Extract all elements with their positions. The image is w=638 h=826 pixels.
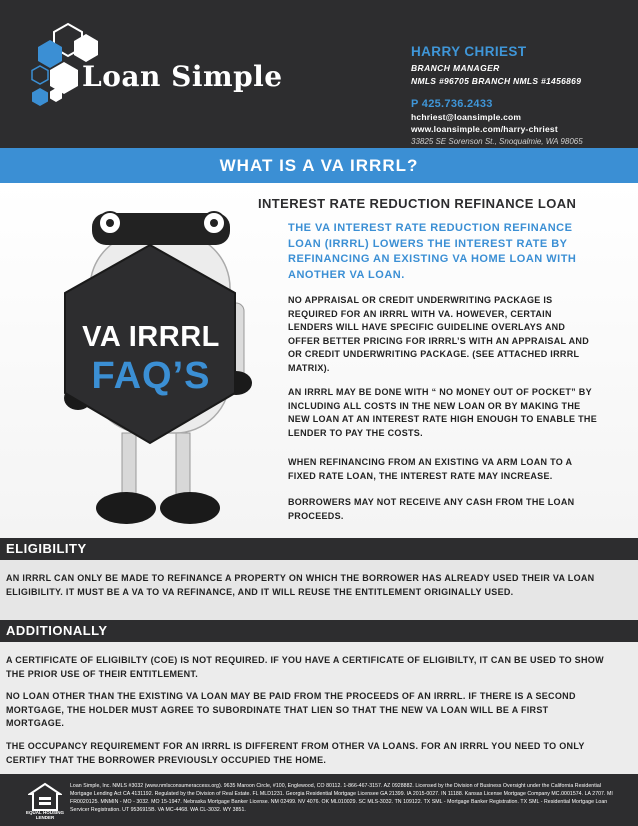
agent-name: HARRY CHRIEST: [411, 44, 527, 59]
additionally-header: [0, 620, 638, 642]
faq-section: [0, 183, 638, 538]
logo-text: Loan Simple: [82, 60, 283, 93]
faq-paragraph: AN IRRRL MAY BE DONE WITH “ NO MONEY OUT OF POCKET” BY INCLUDING ALL COSTS IN THE NEW LOAN OR BY MAKING THE NEW LOAN AT AN INTEREST RATE HIGH ENOUGH TO ENABLE THE LENDER TO PAY THE COSTS.: [288, 387, 598, 438]
agent-address: 33825 SE Sorenson St., Snoqualmie, WA 98065: [411, 137, 583, 146]
equal-housing-label: EQUAL HOUSING LENDER: [26, 810, 64, 820]
additionally-body: [0, 642, 638, 774]
eligibility-body: [0, 560, 638, 620]
contact-block: [411, 44, 631, 146]
legal-disclaimer: Loan Simple, Inc. NMLS #3032 (www.nmlsconsumeraccess.org). 9635 Maroon Circle, #100, Englewood, CO 80112. 1-866-467-3157. AZ 0928882. Licensed by the Division of Business Oversight under the California Residential Mortgage Lending Act CA 4131192. Regulated by the Division of Real Estate. FL MLD1231. Georgia Residential Mortgage Licensee GA 21399. IA 2015-0027. IN 11188. Kansas License Mortgage Company MC.0001574. LA 2707. MI FR0020125. MNMIN - MO - 3032. MO 15-1947. Nebraska Mortgage Banker License. NM 02499. NV 4076. OK ML010029. SC MLS-3032. TN 109122. TX SML - Mortgage Banker Registration. TX SML - Residential Mortgage Loan Servicer Registration. UT 9536915B. VA MC-4468. WA CL-3032. WY 3851.: [70, 783, 613, 813]
robot-illustration: [50, 193, 280, 533]
faq-paragraph: NO APPRAISAL OR CREDIT UNDERWRITING PACKAGE IS REQUIRED FOR AN IRRRL WITH VA. HOWEVER, CERTAIN LENDERS WILL HAVE SPECIFIC GUIDELINE OVERLAYS AND OFFER BETTER PRICING FOR IRRRL’S WITH AN APPRAISAL AND OR CREDIT UNDERWRITING PACKAGE. (SEE ATTACHED IRRRL MATRIX).: [288, 295, 590, 373]
agent-nmls: NMLS #96705 BRANCH NMLS #1456869: [411, 76, 582, 86]
additionally-paragraph: THE OCCUPANCY REQUIREMENT FOR AN IRRRL IS DIFFERENT FROM OTHER VA LOANS. FOR AN IRRRL YOU NEED TO ONLY CERTIFY THAT THE BORROWER PREVIOUSLY OCCUPIED THE HOME.: [6, 741, 585, 765]
additionally-paragraph: NO LOAN OTHER THAN THE EXISTING VA LOAN MAY BE PAID FROM THE PROCEEDS OF AN IRRRL. IF THERE IS A SECOND MORTGAGE, THE HOLDER MUST AGREE TO SUBORDINATE THAT LIEN SO THAT THE NEW VA LOAN WILL BE A FIRST MORTGAGE.: [6, 691, 576, 729]
additionally-heading: ADDITIONALLY: [6, 623, 108, 638]
sign-line-2: FAQ’S: [91, 355, 211, 397]
additionally-paragraph: A CERTIFICATE OF ELIGIBILTY (COE) IS NOT REQUIRED. IF YOU HAVE A CERTIFICATE OF ELIGIBILTY, IT CAN BE USED TO SHOW THE PRIOR USE OF THEIR ENTITLEMENT.: [6, 655, 604, 679]
page-title: WHAT IS A VA IRRRL?: [219, 156, 419, 175]
header: [0, 0, 638, 148]
agent-phone[interactable]: P 425.736.2433: [411, 98, 493, 110]
agent-title: BRANCH MANAGER: [411, 63, 500, 73]
agent-email-link[interactable]: hchriest@loansimple.com: [411, 112, 522, 122]
faq-paragraph: BORROWERS MAY NOT RECEIVE ANY CASH FROM THE LOAN PROCEEDS.: [288, 497, 575, 521]
agent-website-link[interactable]: www.loansimple.com/harry-chriest: [411, 124, 558, 134]
eligibility-text: AN IRRRL CAN ONLY BE MADE TO REFINANCE A PROPERTY ON WHICH THE BORROWER HAS ALREADY USED THEIR VA LOAN ELIGIBILITY. IT MUST BE A VA TO VA REFINANCE, AND IT WILL REUSE THE ENTITLEMENT ORIGINALLY USED.: [6, 573, 595, 597]
section-subtitle: INTEREST RATE REDUCTION REFINANCE LOAN: [258, 196, 577, 211]
company-logo: [28, 22, 318, 122]
title-banner: [0, 148, 638, 183]
eligibility-heading: ELIGIBILITY: [6, 541, 87, 556]
sign-line-1: VA IRRRL: [82, 321, 220, 353]
eligibility-header: [0, 538, 638, 560]
intro-paragraph: THE VA INTEREST RATE REDUCTION REFINANCE LOAN (IRRRL) LOWERS THE INTEREST RATE BY REFINANCING AN EXISTING VA HOME LOAN WITH ANOTHER VA LOAN.: [288, 222, 577, 281]
footer: [0, 774, 638, 826]
faq-paragraph: WHEN REFINANCING FROM AN EXISTING VA ARM LOAN TO A FIXED RATE LOAN, THE INTEREST RATE MAY INCREASE.: [288, 457, 572, 481]
